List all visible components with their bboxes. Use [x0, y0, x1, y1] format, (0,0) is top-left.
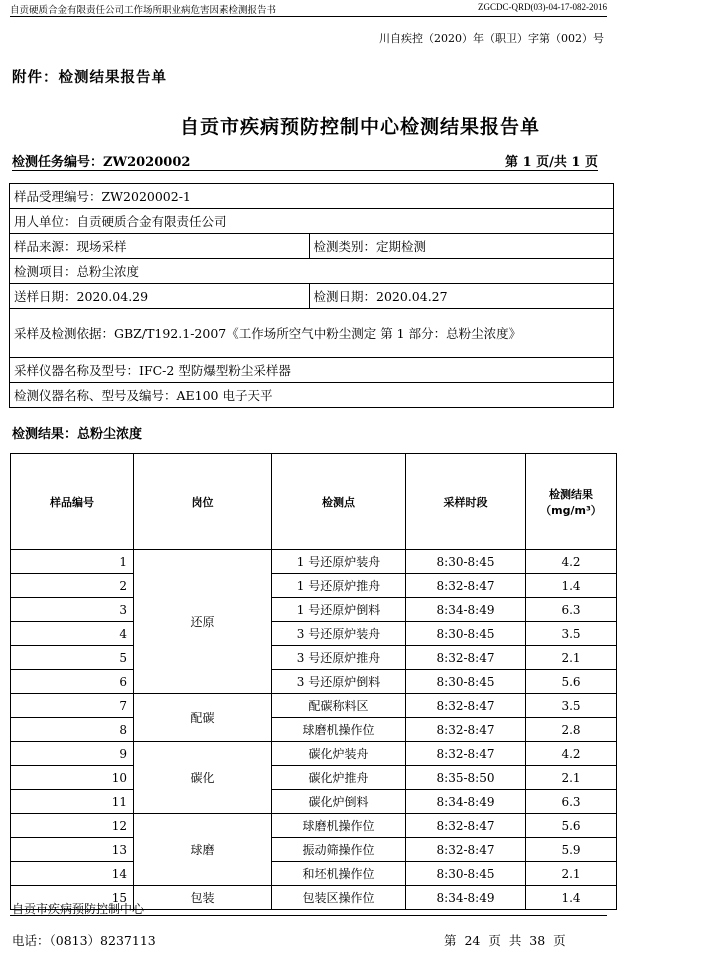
result-cell: 3.5	[526, 694, 617, 718]
task-number: 检测任务编号：ZW2020002	[12, 155, 191, 170]
result-cell: 2.1	[526, 766, 617, 790]
period-cell: 8:32-8:47	[406, 574, 526, 598]
period-cell: 8:30-8:45	[406, 670, 526, 694]
header-sample-no: 样品编号	[11, 454, 134, 550]
submit-date: 送样日期：2020.04.29	[10, 284, 310, 309]
sample-no-cell: 2	[11, 574, 134, 598]
sample-info-table	[9, 183, 614, 408]
sample-no-cell: 11	[11, 790, 134, 814]
header-divider	[10, 16, 607, 17]
result-cell: 2.1	[526, 862, 617, 886]
report-title: 自贡市疾病预防控制中心检测结果报告单	[179, 116, 540, 138]
appendix-title: 附件：检测结果报告单	[12, 69, 167, 86]
sample-no-cell: 7	[11, 694, 134, 718]
test-point-cell: 碳化炉推舟	[272, 766, 406, 790]
table-row	[11, 694, 617, 718]
sample-source: 样品来源：现场采样	[10, 234, 310, 259]
table-row	[11, 742, 617, 766]
period-cell: 8:32-8:47	[406, 718, 526, 742]
test-category: 检测类别：定期检测	[309, 234, 614, 259]
period-cell: 8:32-8:47	[406, 838, 526, 862]
post-cell: 包装	[134, 886, 272, 910]
header-post: 岗位	[134, 454, 272, 550]
task-page: 第 1 页/共 1 页	[505, 155, 598, 170]
test-point-cell: 振动筛操作位	[272, 838, 406, 862]
running-header-title: 自贡硬质合金有限责任公司工作场所职业病危害因素检测报告书	[10, 5, 277, 16]
header-result-label: 检测结果	[549, 487, 593, 501]
result-cell: 4.2	[526, 742, 617, 766]
test-item: 检测项目：总粉尘浓度	[10, 259, 614, 284]
sample-no-cell: 15	[11, 886, 134, 910]
post-cell: 球磨	[134, 814, 272, 886]
post-cell: 还原	[134, 550, 272, 694]
table-row	[11, 598, 617, 622]
period-cell: 8:35-8:50	[406, 766, 526, 790]
footer-organization: 自贡市疾病预防控制中心	[12, 902, 145, 916]
period-cell: 8:34-8:49	[406, 886, 526, 910]
footer-divider	[10, 915, 607, 916]
results-table	[10, 453, 617, 910]
result-cell: 2.8	[526, 718, 617, 742]
test-point-cell: 碳化炉装舟	[272, 742, 406, 766]
period-cell: 8:32-8:47	[406, 646, 526, 670]
result-cell: 3.5	[526, 622, 617, 646]
test-point-cell: 3 号还原炉倒料	[272, 670, 406, 694]
sample-no-cell: 6	[11, 670, 134, 694]
header-period: 采样时段	[406, 454, 526, 550]
test-point-cell: 1 号还原炉装舟	[272, 550, 406, 574]
post-cell: 碳化	[134, 742, 272, 814]
table-row	[11, 814, 617, 838]
sample-no-cell: 12	[11, 814, 134, 838]
sampler-instrument: 采样仪器名称及型号：IFC-2 型防爆型粉尘采样器	[10, 358, 614, 383]
table-row	[11, 670, 617, 694]
result-cell: 2.1	[526, 646, 617, 670]
task-row	[12, 151, 598, 170]
sample-no-cell: 5	[11, 646, 134, 670]
employer: 用人单位：自贡硬质合金有限责任公司	[10, 209, 614, 234]
period-cell: 8:30-8:45	[406, 862, 526, 886]
test-basis: 采样及检测依据：GBZ/T192.1-2007《工作场所空气中粉尘测定 第 1 部分：总粉尘浓度》	[10, 309, 614, 358]
result-cell: 6.3	[526, 790, 617, 814]
sample-no-cell: 9	[11, 742, 134, 766]
result-cell: 5.6	[526, 670, 617, 694]
test-point-cell: 碳化炉倒料	[272, 790, 406, 814]
table-row	[11, 622, 617, 646]
sample-no-cell: 13	[11, 838, 134, 862]
table-row	[11, 862, 617, 886]
period-cell: 8:32-8:47	[406, 814, 526, 838]
period-cell: 8:32-8:47	[406, 694, 526, 718]
test-point-cell: 1 号还原炉推舟	[272, 574, 406, 598]
period-cell: 8:34-8:49	[406, 790, 526, 814]
table-row	[11, 790, 617, 814]
footer-phone: 电话：（0813）8237113	[12, 933, 156, 948]
sample-no-cell: 14	[11, 862, 134, 886]
result-cell: 5.6	[526, 814, 617, 838]
period-cell: 8:34-8:49	[406, 598, 526, 622]
post-cell: 配碳	[134, 694, 272, 742]
result-cell: 6.3	[526, 598, 617, 622]
table-row	[11, 838, 617, 862]
header-result	[526, 454, 617, 550]
sample-no-cell: 8	[11, 718, 134, 742]
test-date: 检测日期：2020.04.27	[309, 284, 614, 309]
header-result-unit: （mg/m³）	[540, 503, 602, 517]
sample-no-cell: 10	[11, 766, 134, 790]
test-point-cell: 1 号还原炉倒料	[272, 598, 406, 622]
period-cell: 8:32-8:47	[406, 742, 526, 766]
result-title: 检测结果：总粉尘浓度	[12, 427, 143, 442]
test-instrument: 检测仪器名称、型号及编号：AE100 电子天平	[10, 383, 614, 408]
sample-id: 样品受理编号：ZW2020002-1	[10, 184, 614, 209]
results-body	[11, 550, 617, 910]
sample-no-cell: 3	[11, 598, 134, 622]
table-row	[11, 550, 617, 574]
test-point-cell: 3 号还原炉装舟	[272, 622, 406, 646]
test-point-cell: 配碳称料区	[272, 694, 406, 718]
table-row	[11, 646, 617, 670]
table-row	[11, 766, 617, 790]
test-point-cell: 3 号还原炉推舟	[272, 646, 406, 670]
task-divider	[12, 170, 598, 171]
test-point-cell: 球磨机操作位	[272, 814, 406, 838]
table-row	[11, 574, 617, 598]
test-point-cell: 和坯机操作位	[272, 862, 406, 886]
table-row	[11, 718, 617, 742]
result-cell: 1.4	[526, 886, 617, 910]
period-cell: 8:30-8:45	[406, 550, 526, 574]
sample-no-cell: 1	[11, 550, 134, 574]
result-cell: 5.9	[526, 838, 617, 862]
footer-page-number: 第 24 页 共 38 页	[444, 933, 566, 948]
document-number: 川自疾控（2020）年（职卫）字第（002）号	[379, 32, 604, 45]
test-point-cell: 包装区操作位	[272, 886, 406, 910]
period-cell: 8:30-8:45	[406, 622, 526, 646]
result-cell: 4.2	[526, 550, 617, 574]
header-point: 检测点	[272, 454, 406, 550]
running-header-code: ZGCDC-QRD(03)-04-17-082-2016	[478, 2, 607, 12]
test-point-cell: 球磨机操作位	[272, 718, 406, 742]
result-cell: 1.4	[526, 574, 617, 598]
sample-no-cell: 4	[11, 622, 134, 646]
